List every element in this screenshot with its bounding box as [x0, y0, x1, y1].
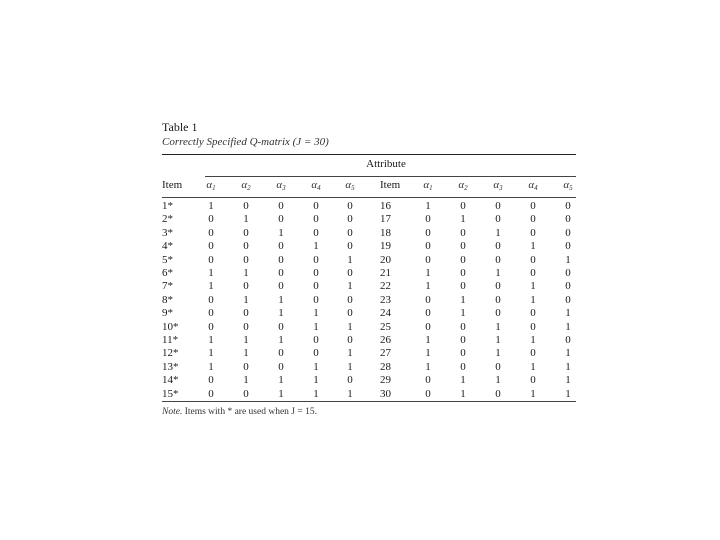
q-matrix-cell: 0 — [278, 267, 284, 279]
q-matrix-cell: 1 — [313, 240, 319, 253]
item-header-left: Item — [162, 179, 183, 191]
alpha-index: 2 — [247, 184, 251, 192]
q-matrix-cell: 0 — [347, 226, 353, 239]
q-matrix-cell: 1 — [347, 387, 353, 400]
item-number-left: 1* — [162, 200, 173, 212]
column-header-row — [162, 179, 576, 193]
q-matrix-cell: 0 — [425, 213, 431, 226]
attribute-column-header-left — [338, 179, 362, 192]
alpha-index: 4 — [534, 184, 538, 192]
q-matrix-cell: 0 — [565, 334, 571, 346]
item-number-right: 23 — [380, 293, 391, 306]
q-matrix-cell: 1 — [495, 334, 501, 346]
q-matrix-cell: 1 — [565, 307, 571, 320]
q-matrix-cell: 0 — [495, 293, 501, 306]
table-row — [162, 374, 576, 387]
q-matrix-cell: 0 — [425, 226, 431, 239]
item-number-left: 10* — [162, 320, 179, 333]
q-matrix-cell: 0 — [243, 307, 249, 320]
q-matrix-cell: 0 — [425, 253, 431, 266]
q-matrix-cell: 1 — [530, 334, 536, 346]
q-matrix-cell: 1 — [313, 307, 319, 320]
attribute-rule — [205, 176, 576, 177]
q-matrix-cell: 1 — [208, 334, 214, 346]
item-number-left: 14* — [162, 374, 179, 387]
alpha-index: 2 — [464, 184, 468, 192]
q-matrix-cell: 0 — [208, 320, 214, 333]
q-matrix-cell: 1 — [243, 267, 249, 279]
item-number-right: 18 — [380, 226, 391, 239]
q-matrix-cell: 0 — [278, 360, 284, 373]
item-number-right: 28 — [380, 360, 391, 373]
q-matrix-cell: 0 — [460, 280, 466, 293]
q-matrix-cell: 1 — [425, 267, 431, 279]
q-matrix-cell: 0 — [530, 307, 536, 320]
attribute-column-header-right — [486, 179, 510, 192]
item-number-left: 5* — [162, 253, 173, 266]
table-row — [162, 280, 576, 293]
item-number-left: 12* — [162, 347, 179, 360]
alpha-index: 3 — [282, 184, 286, 192]
alpha-symbol: α — [206, 179, 213, 191]
attribute-column-header-left — [304, 179, 328, 192]
q-matrix-cell: 0 — [530, 320, 536, 333]
alpha-index: 3 — [499, 184, 503, 192]
q-matrix-cell: 1 — [313, 320, 319, 333]
q-matrix-cell: 0 — [208, 374, 214, 387]
q-matrix-cell: 1 — [425, 280, 431, 293]
q-matrix-cell: 0 — [278, 280, 284, 293]
alpha-index: 4 — [317, 184, 321, 192]
q-matrix-cell: 0 — [313, 334, 319, 346]
item-number-right: 30 — [380, 387, 391, 400]
q-matrix-cell: 1 — [278, 374, 284, 387]
q-matrix-cell: 0 — [460, 334, 466, 346]
item-number-right: 19 — [380, 240, 391, 253]
q-matrix-cell: 0 — [208, 226, 214, 239]
top-rule — [162, 154, 576, 155]
q-matrix-cell: 0 — [460, 320, 466, 333]
q-matrix-cell: 0 — [313, 253, 319, 266]
table-row — [162, 307, 576, 320]
q-matrix-cell: 0 — [425, 374, 431, 387]
q-matrix-cell: 0 — [530, 213, 536, 226]
q-matrix-cell: 0 — [208, 213, 214, 226]
item-number-right: 26 — [380, 334, 391, 346]
table-row — [162, 334, 576, 347]
attribute-column-header-left — [269, 179, 293, 192]
q-matrix-cell: 0 — [460, 226, 466, 239]
q-matrix-cell: 0 — [530, 253, 536, 266]
item-number-right: 25 — [380, 320, 391, 333]
item-number-left: 8* — [162, 293, 173, 306]
item-number-left: 2* — [162, 213, 173, 226]
note-text: Items with * are used when J = 15. — [184, 407, 317, 417]
q-matrix-cell: 0 — [243, 240, 249, 253]
q-matrix-cell: 0 — [495, 387, 501, 400]
alpha-index: 1 — [212, 184, 216, 192]
table-caption: Correctly Specified Q-matrix (J = 30) — [162, 136, 329, 148]
item-number-right: 29 — [380, 374, 391, 387]
item-number-left: 7* — [162, 280, 173, 293]
q-matrix-cell: 0 — [278, 213, 284, 226]
table-row — [162, 254, 576, 267]
table-row — [162, 294, 576, 307]
q-matrix-cell: 1 — [278, 334, 284, 346]
q-matrix-cell: 1 — [460, 307, 466, 320]
q-matrix-cell: 0 — [243, 387, 249, 400]
table-row — [162, 227, 576, 240]
q-matrix-cell: 0 — [347, 213, 353, 226]
q-matrix-cell: 0 — [460, 200, 466, 212]
q-matrix-cell: 0 — [208, 253, 214, 266]
alpha-index: 5 — [569, 184, 573, 192]
q-matrix-cell: 1 — [278, 226, 284, 239]
q-matrix-cell: 0 — [530, 267, 536, 279]
q-matrix-cell: 1 — [495, 347, 501, 360]
item-number-right: 27 — [380, 347, 391, 360]
item-number-right: 20 — [380, 253, 391, 266]
q-matrix-cell: 1 — [278, 307, 284, 320]
q-matrix-cell: 1 — [565, 253, 571, 266]
note-label: Note. — [162, 407, 183, 417]
q-matrix-cell: 1 — [347, 320, 353, 333]
q-matrix-cell: 1 — [425, 334, 431, 346]
q-matrix-cell: 1 — [243, 374, 249, 387]
alpha-index: 1 — [429, 184, 433, 192]
item-number-left: 4* — [162, 240, 173, 253]
q-matrix-cell: 0 — [530, 347, 536, 360]
q-matrix-cell: 1 — [425, 347, 431, 360]
q-matrix-cell: 0 — [347, 334, 353, 346]
q-matrix-cell: 0 — [313, 293, 319, 306]
q-matrix-cell: 0 — [243, 200, 249, 212]
q-matrix-cell: 1 — [565, 360, 571, 373]
q-matrix-cell: 1 — [530, 293, 536, 306]
q-matrix-cell: 0 — [347, 240, 353, 253]
item-number-left: 11* — [162, 334, 179, 346]
item-number-left: 15* — [162, 387, 179, 400]
alpha-symbol: α — [276, 179, 283, 191]
q-matrix-cell: 0 — [278, 347, 284, 360]
item-number-left: 9* — [162, 307, 173, 320]
item-number-right: 16 — [380, 200, 391, 212]
q-matrix-cell: 0 — [495, 213, 501, 226]
q-matrix-cell: 1 — [530, 280, 536, 293]
alpha-symbol: α — [241, 179, 248, 191]
item-number-left: 13* — [162, 360, 179, 373]
q-matrix-cell: 0 — [530, 226, 536, 239]
table-row — [162, 361, 576, 374]
q-matrix-cell: 0 — [243, 253, 249, 266]
q-matrix-cell: 0 — [530, 374, 536, 387]
alpha-index: 5 — [351, 184, 355, 192]
q-matrix-cell: 0 — [460, 267, 466, 279]
q-matrix-cell: 1 — [208, 200, 214, 212]
alpha-symbol: α — [563, 179, 570, 191]
q-matrix-cell: 1 — [347, 347, 353, 360]
table-row — [162, 321, 576, 334]
q-matrix-cell: 0 — [460, 347, 466, 360]
q-matrix-cell: 0 — [313, 280, 319, 293]
q-matrix-cell: 1 — [425, 360, 431, 373]
alpha-symbol: α — [423, 179, 430, 191]
q-matrix-cell: 1 — [530, 240, 536, 253]
table-note — [162, 407, 317, 417]
q-matrix-cell: 0 — [495, 307, 501, 320]
item-number-right: 17 — [380, 213, 391, 226]
q-matrix-cell: 0 — [425, 320, 431, 333]
q-matrix-cell: 0 — [243, 360, 249, 373]
q-matrix-cell: 1 — [460, 387, 466, 400]
q-matrix-cell: 1 — [313, 387, 319, 400]
attribute-header: Attribute — [366, 158, 406, 170]
q-matrix-cell: 0 — [495, 360, 501, 373]
q-matrix-cell: 0 — [208, 240, 214, 253]
q-matrix-cell: 1 — [565, 387, 571, 400]
q-matrix-cell: 1 — [243, 213, 249, 226]
alpha-symbol: α — [345, 179, 352, 191]
q-matrix-cell: 0 — [208, 293, 214, 306]
q-matrix-cell: 0 — [425, 293, 431, 306]
q-matrix-cell: 0 — [460, 240, 466, 253]
table-row — [162, 213, 576, 226]
q-matrix-cell: 1 — [313, 374, 319, 387]
q-matrix-cell: 1 — [495, 320, 501, 333]
q-matrix-cell: 0 — [565, 280, 571, 293]
q-matrix-cell: 1 — [208, 280, 214, 293]
q-matrix-cell: 1 — [495, 267, 501, 279]
q-matrix-cell: 1 — [313, 360, 319, 373]
q-matrix-cell: 0 — [278, 253, 284, 266]
q-matrix-cell: 1 — [347, 280, 353, 293]
q-matrix-cell: 0 — [495, 280, 501, 293]
attribute-column-header-right — [451, 179, 475, 192]
q-matrix-cell: 1 — [530, 360, 536, 373]
table-row — [162, 347, 576, 360]
q-matrix-cell: 0 — [565, 200, 571, 212]
table-block — [162, 120, 576, 417]
q-matrix-cell: 0 — [530, 200, 536, 212]
q-matrix-cell: 0 — [347, 267, 353, 279]
q-matrix-cell: 1 — [208, 267, 214, 279]
table-row — [162, 240, 576, 253]
q-matrix-cell: 0 — [425, 240, 431, 253]
item-number-left: 6* — [162, 267, 173, 279]
q-matrix-cell: 1 — [460, 374, 466, 387]
q-matrix-cell: 0 — [313, 226, 319, 239]
q-matrix-cell: 0 — [460, 360, 466, 373]
q-matrix-cell: 0 — [495, 253, 501, 266]
attribute-column-header-right — [556, 179, 580, 192]
q-matrix-cell: 0 — [278, 240, 284, 253]
item-number-right: 24 — [380, 307, 391, 320]
bottom-rule — [162, 401, 576, 402]
q-matrix-cell: 0 — [278, 320, 284, 333]
item-number-right: 22 — [380, 280, 391, 293]
attribute-column-header-right — [521, 179, 545, 192]
q-matrix-cell: 1 — [565, 374, 571, 387]
q-matrix-cell: 0 — [347, 374, 353, 387]
item-number-right: 21 — [380, 267, 391, 279]
table-row — [162, 200, 576, 213]
q-matrix-cell: 0 — [313, 213, 319, 226]
q-matrix-cell: 0 — [243, 320, 249, 333]
q-matrix-cell: 1 — [208, 347, 214, 360]
q-matrix-cell: 0 — [313, 347, 319, 360]
q-matrix-cell: 0 — [347, 293, 353, 306]
q-matrix-cell: 1 — [278, 387, 284, 400]
q-matrix-cell: 0 — [313, 267, 319, 279]
q-matrix-cell: 0 — [565, 240, 571, 253]
alpha-symbol: α — [311, 179, 318, 191]
q-matrix-cell: 0 — [313, 200, 319, 212]
q-matrix-cell: 1 — [347, 253, 353, 266]
q-matrix-cell: 0 — [495, 240, 501, 253]
table-label: Table 1 — [162, 120, 198, 134]
q-matrix-cell: 0 — [565, 293, 571, 306]
q-matrix-cell: 0 — [208, 387, 214, 400]
attribute-column-header-left — [234, 179, 258, 192]
q-matrix-cell: 0 — [425, 387, 431, 400]
q-matrix-cell: 1 — [495, 374, 501, 387]
q-matrix-cell: 0 — [243, 280, 249, 293]
q-matrix-cell: 0 — [425, 307, 431, 320]
q-matrix-cell: 0 — [347, 200, 353, 212]
item-number-left: 3* — [162, 226, 173, 239]
attribute-column-header-left — [199, 179, 223, 192]
q-matrix-cell: 0 — [208, 307, 214, 320]
alpha-symbol: α — [528, 179, 535, 191]
q-matrix-cell: 1 — [425, 200, 431, 212]
q-matrix-cell: 1 — [208, 360, 214, 373]
table-row — [162, 267, 576, 280]
header-rule — [162, 197, 576, 198]
q-matrix-cell: 1 — [495, 226, 501, 239]
item-header-right: Item — [380, 179, 401, 191]
q-matrix-cell: 0 — [565, 213, 571, 226]
q-matrix-cell: 0 — [347, 307, 353, 320]
q-matrix-cell: 0 — [460, 253, 466, 266]
q-matrix-cell: 1 — [243, 293, 249, 306]
q-matrix-cell: 1 — [530, 387, 536, 400]
q-matrix-cell: 0 — [243, 226, 249, 239]
q-matrix-cell: 1 — [460, 213, 466, 226]
q-matrix-cell: 0 — [495, 200, 501, 212]
q-matrix-cell: 1 — [565, 347, 571, 360]
q-matrix-cell: 1 — [565, 320, 571, 333]
q-matrix-cell: 1 — [278, 293, 284, 306]
attribute-column-header-right — [416, 179, 440, 192]
q-matrix-cell: 0 — [278, 200, 284, 212]
q-matrix-cell: 1 — [347, 360, 353, 373]
alpha-symbol: α — [458, 179, 465, 191]
q-matrix-cell: 0 — [565, 267, 571, 279]
table-row — [162, 388, 576, 401]
q-matrix-cell: 1 — [460, 293, 466, 306]
q-matrix-cell: 1 — [243, 334, 249, 346]
q-matrix-cell: 1 — [243, 347, 249, 360]
alpha-symbol: α — [493, 179, 500, 191]
q-matrix-cell: 0 — [565, 226, 571, 239]
